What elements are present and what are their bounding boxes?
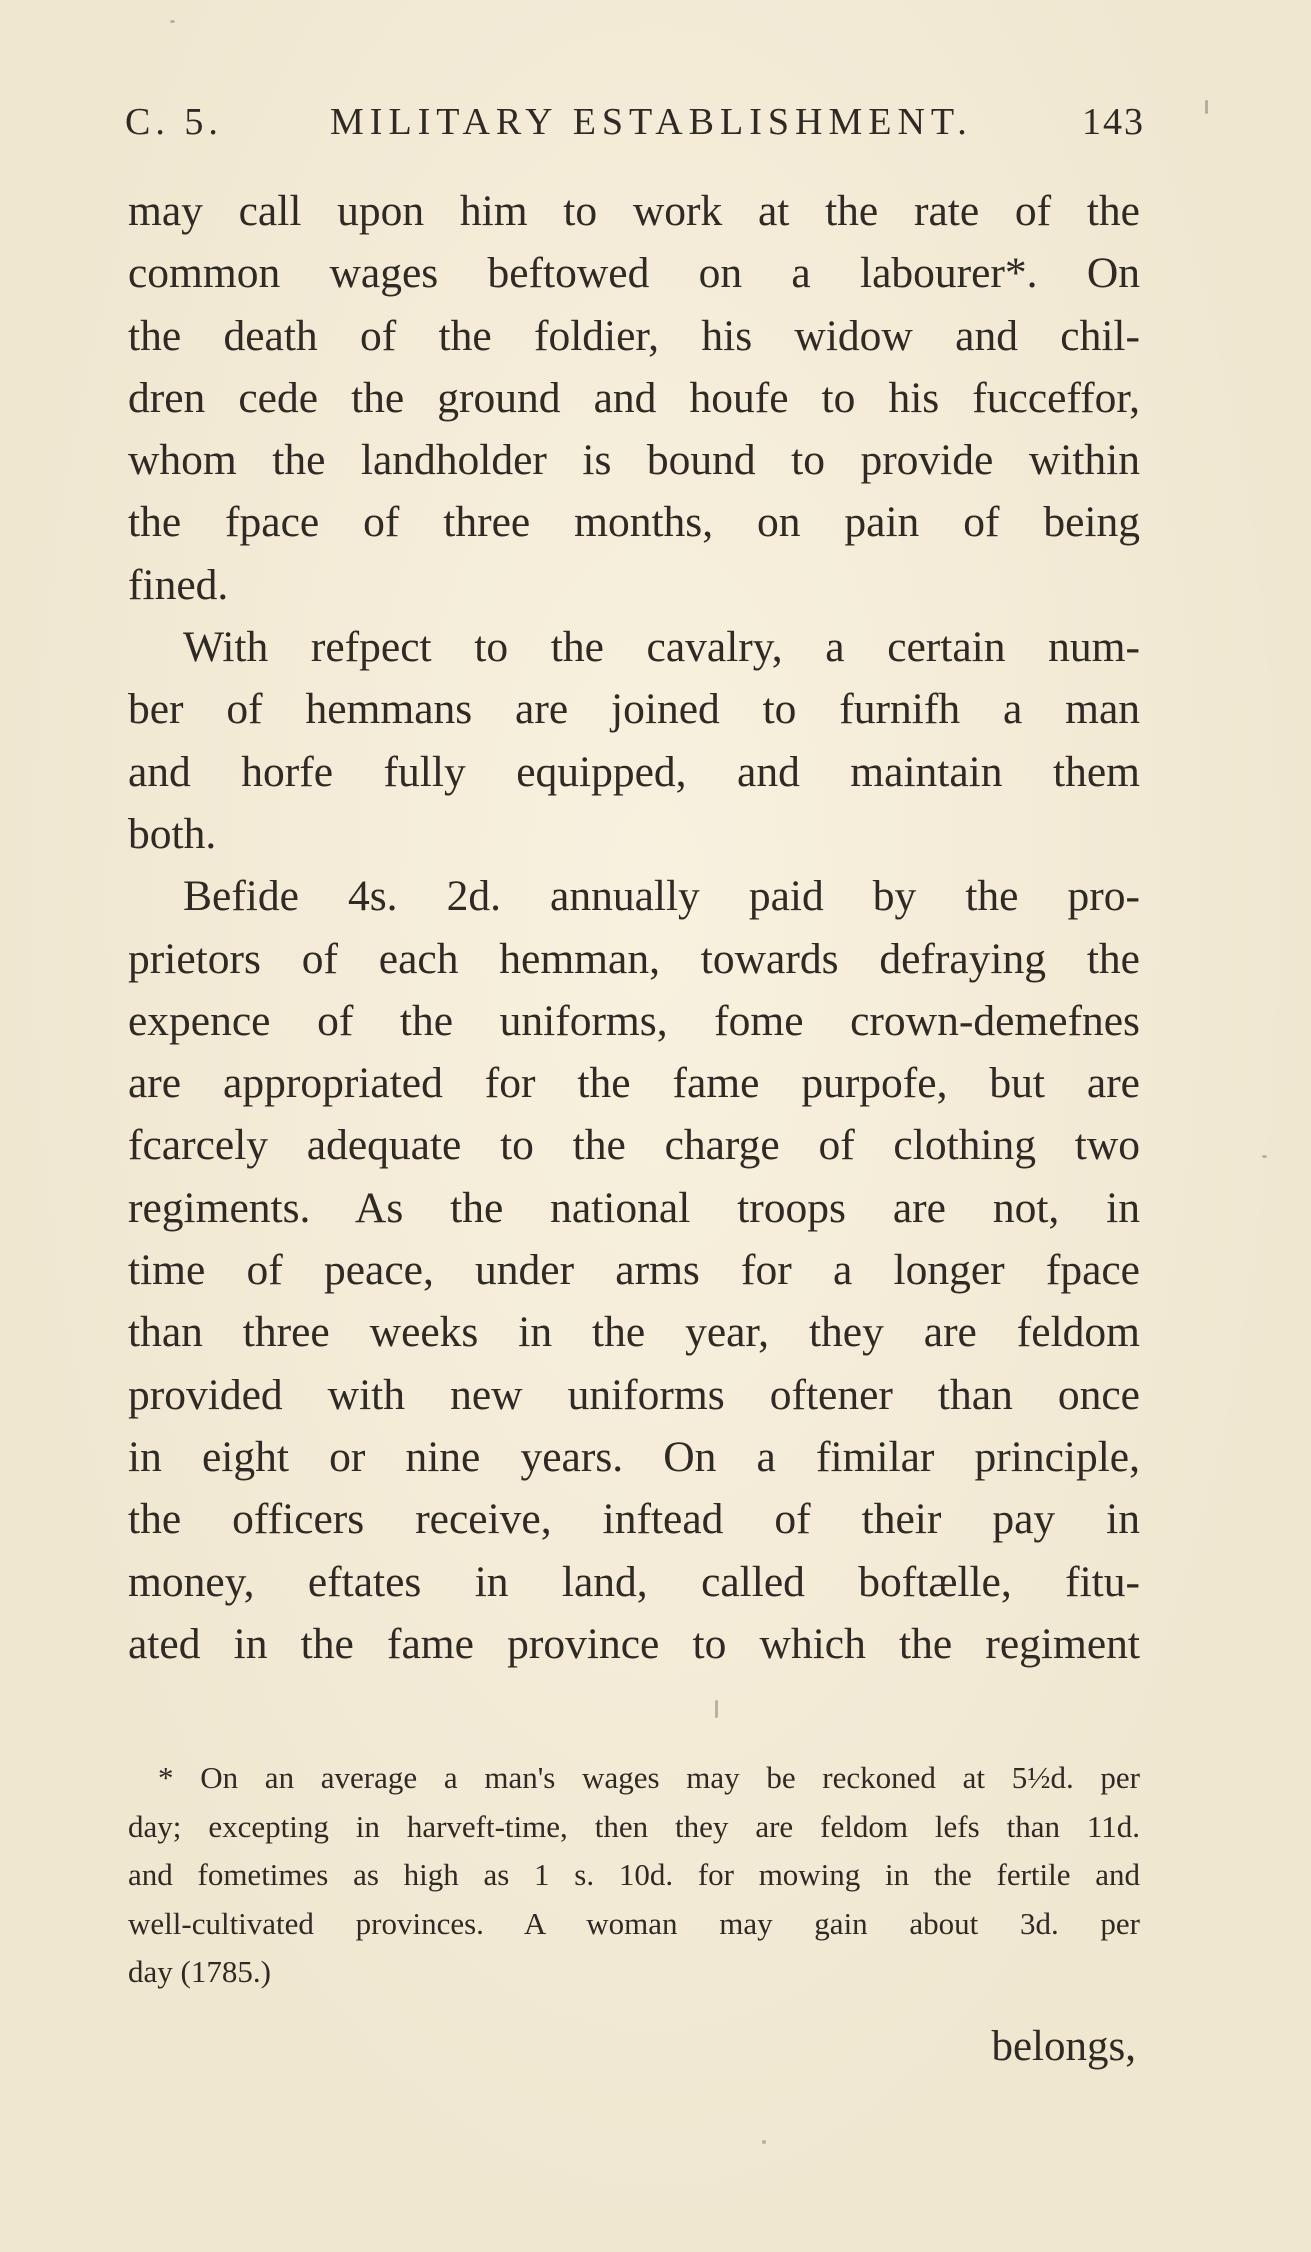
body-text [128, 180, 1140, 1675]
footnote-line: well-cultivated provinces. A woman may gain about 3d. per [128, 1905, 1140, 1941]
body-line: whom the landholder is bound to provide within [128, 436, 1140, 485]
body-line: Befide 4s. 2d. annually paid by the pro- [183, 872, 1140, 921]
body-line: in eight or nine years. On a fimilar principle, [128, 1432, 1140, 1481]
footnote-line: day; excepting in harveft-time, then they are feldom lefs than 11d. [128, 1808, 1140, 1844]
catchword: belongs, [991, 2023, 1136, 2070]
body-line: ated in the fame province to which the regiment [128, 1619, 1140, 1668]
body-line: time of peace, under arms for a longer fpace [128, 1246, 1140, 1295]
body-line: dren cede the ground and houfe to his fucceffor, [128, 373, 1140, 422]
body-line: the officers receive, inftead of their pay in [128, 1495, 1140, 1544]
body-line: expence of the uniforms, fome crown-demefnes [128, 996, 1140, 1045]
body-line: the death of the foldier, his widow and chil- [128, 311, 1140, 360]
body-line: both. [128, 809, 217, 858]
footnote-line: * On an average a man's wages may be reckoned at 5½d. per [158, 1760, 1140, 1795]
body-line: common wages beftowed on a labourer*. On [128, 249, 1140, 298]
footnote-line: day (1785.) [128, 1954, 271, 1989]
footnote [128, 1754, 1140, 1997]
running-header [125, 100, 1145, 160]
paper-speck [762, 2140, 766, 2144]
body-line: and horfe fully equipped, and maintain them [128, 747, 1140, 796]
paper-speck [170, 20, 175, 23]
footnote-line: and fometimes as high as 1 s. 10d. for mowing in the fertile and [128, 1857, 1140, 1892]
body-line: ber of hemmans are joined to furnifh a man [128, 685, 1140, 734]
body-line: prietors of each hemman, towards defraying the [128, 934, 1140, 983]
body-line: fined. [128, 560, 229, 609]
running-title: MILITARY ESTABLISHMENT. [330, 101, 973, 143]
body-line: may call upon him to work at the rate of the [128, 187, 1140, 235]
body-line: than three weeks in the year, they are feldom [128, 1308, 1140, 1357]
chapter-marker: C. 5. [125, 101, 223, 143]
body-line: fcarcely adequate to the charge of clothing two [128, 1121, 1140, 1170]
body-line: money, eftates in land, called boftælle, fitu- [128, 1557, 1140, 1606]
body-line: provided with new uniforms oftener than once [128, 1370, 1140, 1419]
page-number: 143 [1082, 101, 1145, 143]
body-line: are appropriated for the fame purpofe, but are [128, 1059, 1140, 1108]
body-line: With refpect to the cavalry, a certain num- [183, 623, 1140, 672]
paper-speck [1205, 100, 1208, 114]
body-line: regiments. As the national troops are not, in [128, 1183, 1140, 1232]
body-line: the fpace of three months, on pain of being [128, 498, 1140, 547]
paper-speck [715, 1700, 718, 1718]
paper-speck [1262, 1155, 1267, 1158]
